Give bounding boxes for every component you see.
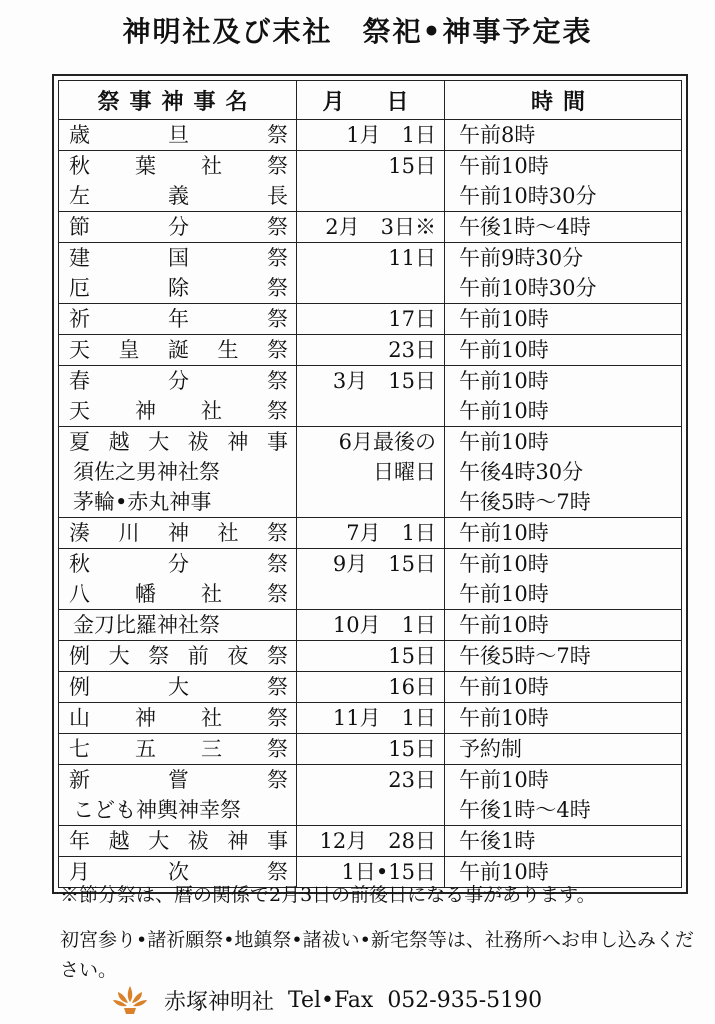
table-row: [59, 120, 682, 151]
table-row: [59, 151, 682, 212]
event-date-cell: [297, 427, 445, 518]
table-row: [59, 672, 682, 703]
event-name: 歳旦祭: [69, 123, 288, 147]
event-name-cell: [59, 610, 297, 641]
event-date: 3月 15日: [332, 369, 436, 393]
table-row: [59, 427, 682, 518]
event-date: 日曜日: [373, 460, 436, 484]
event-time-cell: [445, 549, 682, 610]
event-name-cell: [59, 212, 297, 243]
event-name: 年越大祓神事: [69, 829, 288, 853]
event-name-cell: [59, 765, 297, 826]
table-row: [59, 765, 682, 826]
event-time: 午前8時: [459, 123, 536, 147]
event-date-cell: [297, 826, 445, 857]
table-row: [59, 610, 682, 641]
table-row: [59, 366, 682, 427]
event-time-cell: [445, 641, 682, 672]
schedule-table-frame: [52, 74, 688, 894]
event-name-cell: [59, 641, 297, 672]
shrine-name: 赤塚神明社: [164, 989, 275, 1015]
event-date-cell: [297, 610, 445, 641]
event-date-cell: [297, 734, 445, 765]
event-time: 午前10時: [459, 860, 549, 884]
event-name-cell: [59, 672, 297, 703]
event-name: 春分祭: [69, 369, 288, 393]
event-name: 例大祭前夜祭: [69, 644, 288, 668]
application-note: 初宮参り•諸祈願祭•地鎮祭•諸祓い•新宅祭等は、社務所へお申し込みください。: [60, 929, 694, 981]
event-date-cell: [297, 120, 445, 151]
event-name: 秋葉社祭: [69, 154, 288, 178]
event-time-cell: [445, 734, 682, 765]
event-name-cell: [59, 366, 297, 427]
contact-label: Tel•Fax: [288, 987, 374, 1013]
event-time-cell: [445, 610, 682, 641]
event-time-cell: [445, 366, 682, 427]
event-date: 7月 1日: [346, 521, 436, 545]
event-time: 午前9時30分: [459, 246, 584, 270]
setsubun-note: ※節分祭は、暦の関係で2月3日の前後日になる事があります。: [60, 884, 596, 906]
event-time-cell: [445, 212, 682, 243]
event-time: 午前10時: [459, 675, 549, 699]
event-date-cell: [297, 366, 445, 427]
header-time: 時間: [445, 81, 682, 120]
event-date-cell: [297, 641, 445, 672]
event-name: 茅輪•赤丸神事: [73, 490, 212, 514]
event-name: 建国祭: [69, 246, 288, 270]
table-row: [59, 518, 682, 549]
table-row: [59, 335, 682, 366]
event-date-cell: [297, 243, 445, 304]
table-row: [59, 212, 682, 243]
event-time: 午後5時～7時: [459, 644, 591, 668]
event-date-cell: [297, 765, 445, 826]
event-time: 午前10時: [459, 338, 549, 362]
event-time: 午前10時: [459, 399, 549, 423]
header-date: 月 日: [297, 81, 445, 120]
event-date: 12月 28日: [319, 829, 436, 853]
table-row: [59, 243, 682, 304]
event-name: 厄除祭: [69, 276, 288, 300]
event-name: こども神輿神幸祭: [73, 798, 241, 822]
event-date: 23日: [388, 338, 436, 362]
event-name-cell: [59, 734, 297, 765]
event-time: 午前10時: [459, 369, 549, 393]
table-row: [59, 304, 682, 335]
table-row: [59, 826, 682, 857]
event-date: 16日: [388, 675, 436, 699]
event-time: 午前10時: [459, 430, 549, 454]
event-time-cell: [445, 120, 682, 151]
event-time: 午前10時: [459, 154, 549, 178]
event-date: 1日•15日: [341, 860, 436, 884]
event-date: 6月最後の: [338, 430, 436, 454]
event-date: 23日: [388, 768, 436, 792]
event-time-cell: [445, 703, 682, 734]
phone-number[interactable]: 052-935-5190: [387, 987, 543, 1013]
event-name-cell: [59, 151, 297, 212]
table-row: [59, 734, 682, 765]
event-date-cell: [297, 703, 445, 734]
header-name: 祭事神事名: [59, 81, 297, 120]
event-time: 午前10時: [459, 706, 549, 730]
event-time: 午後1時～4時: [459, 798, 591, 822]
event-name: 例大祭: [69, 675, 288, 699]
event-name: 左義長: [69, 184, 288, 208]
event-date-cell: [297, 672, 445, 703]
event-date-cell: [297, 549, 445, 610]
shrine-crest-icon: [110, 984, 150, 1016]
event-date-cell: [297, 335, 445, 366]
event-date: 1月 1日: [346, 123, 436, 147]
event-time: 午前10時: [459, 307, 549, 331]
event-name-cell: [59, 120, 297, 151]
event-time-cell: [445, 672, 682, 703]
footer: [110, 984, 542, 1016]
event-name: 天皇誕生祭: [69, 338, 288, 362]
event-time-cell: [445, 304, 682, 335]
event-name: 七五三祭: [69, 737, 288, 761]
event-name: 節分祭: [69, 215, 288, 239]
event-time: 午後4時30分: [459, 460, 584, 484]
event-time-cell: [445, 826, 682, 857]
event-name-cell: [59, 304, 297, 335]
event-name: 山神社祭: [69, 706, 288, 730]
event-time: 午後1時: [459, 829, 536, 853]
event-name: 天神社祭: [69, 399, 288, 423]
page-title: 神明社及び末社 祭祀•神事予定表: [122, 15, 593, 48]
event-time: 午前10時: [459, 521, 549, 545]
event-time: 午後1時～4時: [459, 215, 591, 239]
event-name: 新嘗祭: [69, 768, 288, 792]
event-date: 11月 1日: [332, 706, 436, 730]
schedule-table: [58, 80, 682, 888]
event-date: 2月 3日※: [325, 215, 436, 239]
event-time: 午前10時: [459, 613, 549, 637]
event-name-cell: [59, 549, 297, 610]
event-time: 午前10時: [459, 582, 549, 606]
event-time-cell: [445, 765, 682, 826]
table-header-row: [59, 81, 682, 120]
event-time-cell: [445, 427, 682, 518]
event-time: 午前10時30分: [459, 184, 597, 208]
event-date: 15日: [388, 737, 436, 761]
event-name-cell: [59, 826, 297, 857]
table-row: [59, 703, 682, 734]
event-date: 9月 15日: [332, 552, 436, 576]
event-time: 午前10時30分: [459, 276, 597, 300]
table-row: [59, 641, 682, 672]
event-time: 予約制: [459, 737, 522, 761]
event-name-cell: [59, 518, 297, 549]
event-time-cell: [445, 151, 682, 212]
event-date-cell: [297, 304, 445, 335]
event-date: 15日: [388, 644, 436, 668]
event-date: 10月 1日: [332, 613, 436, 637]
event-time-cell: [445, 335, 682, 366]
event-name: 秋分祭: [69, 552, 288, 576]
schedule-body: [59, 120, 682, 888]
event-date-cell: [297, 151, 445, 212]
event-name-cell: [59, 703, 297, 734]
event-date: 15日: [388, 154, 436, 178]
event-name: 須佐之男神社祭: [73, 460, 220, 484]
event-time: 午前10時: [459, 768, 549, 792]
event-time-cell: [445, 518, 682, 549]
event-name: 月次祭: [69, 860, 288, 884]
event-name-cell: [59, 243, 297, 304]
event-date: 11日: [388, 246, 436, 270]
event-time-cell: [445, 243, 682, 304]
event-name: 祈年祭: [69, 307, 288, 331]
table-row: [59, 549, 682, 610]
event-date: 17日: [388, 307, 436, 331]
event-time: 午後5時～7時: [459, 490, 591, 514]
event-name-cell: [59, 427, 297, 518]
event-name: 夏越大祓神事: [69, 430, 288, 454]
event-date-cell: [297, 212, 445, 243]
event-date-cell: [297, 518, 445, 549]
event-name: 湊川神社祭: [69, 521, 288, 545]
event-name: 八幡社祭: [69, 582, 288, 606]
event-name: 金刀比羅神社祭: [73, 613, 220, 637]
event-time: 午前10時: [459, 552, 549, 576]
event-name-cell: [59, 335, 297, 366]
